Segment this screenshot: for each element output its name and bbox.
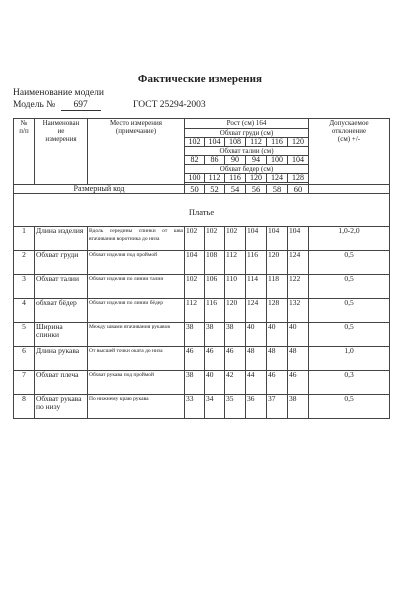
model-number: 697 [61, 100, 101, 111]
measurement-value: 38 [225, 323, 246, 347]
measurement-value: 102 [225, 227, 246, 251]
table-row [14, 275, 390, 299]
chest-header: Обхват груди (см) [185, 129, 309, 138]
section-title: Платье [14, 208, 390, 227]
measurement-value: 46 [288, 371, 309, 395]
chest-size: 104 [205, 138, 225, 147]
measurement-value: 124 [288, 251, 309, 275]
size-code: 56 [246, 185, 267, 194]
measurement-value: 104 [288, 227, 309, 251]
measurement-value: 38 [185, 371, 205, 395]
tolerance-value: 0,5 [309, 299, 390, 323]
measurement-value: 110 [225, 275, 246, 299]
measurement-value: 40 [205, 371, 225, 395]
measurement-value: 112 [225, 251, 246, 275]
table-row [14, 395, 390, 419]
hips-size: 120 [246, 174, 267, 183]
row-number: 2 [14, 251, 35, 275]
measurement-value: 34 [205, 395, 225, 419]
measurement-value: 118 [267, 275, 288, 299]
tolerance-value: 1,0 [309, 347, 390, 371]
height-header: Рост (см) 164 [185, 119, 309, 129]
measurement-value: 48 [288, 347, 309, 371]
measurement-value: 48 [267, 347, 288, 371]
measurement-value: 40 [288, 323, 309, 347]
page-title: Фактические измерения [137, 73, 263, 85]
chest-size: 120 [288, 138, 309, 147]
waist-size: 90 [225, 156, 246, 165]
measurement-place: Вдоль середины спинки от шва втачивания воротника до низа [88, 227, 185, 251]
measurement-value: 116 [205, 299, 225, 323]
table-row [14, 299, 390, 323]
measurement-name: Обхват талии [35, 275, 88, 299]
measurement-value: 116 [246, 251, 267, 275]
measurement-value: 132 [288, 299, 309, 323]
measurement-value: 46 [205, 347, 225, 371]
measurement-value: 114 [246, 275, 267, 299]
tolerance-value: 0,5 [309, 395, 390, 419]
measurement-value: 46 [225, 347, 246, 371]
row-number: 4 [14, 299, 35, 323]
measurement-value: 46 [267, 371, 288, 395]
measurement-name: Обхват груди [35, 251, 88, 275]
measurement-place: Между швами втачивания рукавов [88, 323, 185, 347]
col-tolerance-header: Допускаемое отклонение (см) +/- [309, 119, 390, 185]
row-number: 8 [14, 395, 35, 419]
waist-size: 100 [267, 156, 288, 165]
chest-size: 102 [185, 138, 205, 147]
measurement-value: 102 [185, 275, 205, 299]
chest-size: 112 [246, 138, 267, 147]
row-number: 6 [14, 347, 35, 371]
measurement-value: 37 [267, 395, 288, 419]
gost-standard: ГОСТ 25294-2003 [133, 100, 206, 110]
measurement-place: По нижнему краю рукава [88, 395, 185, 419]
measurements-table [13, 118, 390, 419]
measurement-name: Длина рукава [35, 347, 88, 371]
hips-size: 128 [288, 174, 309, 183]
measurement-value: 124 [246, 299, 267, 323]
table-row [14, 347, 390, 371]
measurement-place: Обхват изделия по линии талии [88, 275, 185, 299]
measurement-value: 112 [185, 299, 205, 323]
measurement-value: 44 [246, 371, 267, 395]
measurement-value: 104 [246, 227, 267, 251]
hips-size: 100 [185, 174, 205, 183]
waist-size: 104 [288, 156, 309, 165]
waist-size: 94 [246, 156, 267, 165]
measurement-place: Обхват изделия под проймой [88, 251, 185, 275]
table-row [14, 251, 390, 275]
measurement-name: Длина изделия [35, 227, 88, 251]
measurement-value: 33 [185, 395, 205, 419]
size-code-label: Размерный код [14, 185, 185, 194]
waist-size: 82 [185, 156, 205, 165]
tolerance-value: 0,5 [309, 323, 390, 347]
measurement-value: 102 [185, 227, 205, 251]
hips-header: Обхват бедер (см) [185, 165, 309, 174]
model-number-line [13, 100, 393, 111]
measurement-value: 36 [246, 395, 267, 419]
measurement-value: 104 [267, 227, 288, 251]
measurement-value: 104 [185, 251, 205, 275]
tolerance-value: 0,5 [309, 275, 390, 299]
chest-size: 108 [225, 138, 246, 147]
measurement-value: 128 [267, 299, 288, 323]
model-name-label: Наименование модели [13, 88, 104, 98]
col-num-header: № п/п [14, 119, 35, 185]
size-code: 54 [225, 185, 246, 194]
measurement-name: обхват бёдер [35, 299, 88, 323]
row-number: 7 [14, 371, 35, 395]
waist-size: 86 [205, 156, 225, 165]
table-row [14, 227, 390, 251]
size-code: 60 [288, 185, 309, 194]
measurement-name: Ширина спинки [35, 323, 88, 347]
measurement-place: Обхват рукава под проймой [88, 371, 185, 395]
model-number-label: Модель № [13, 100, 56, 110]
hips-size: 112 [205, 174, 225, 183]
tolerance-value: 0,3 [309, 371, 390, 395]
hips-size: 116 [225, 174, 246, 183]
size-code: 52 [205, 185, 225, 194]
size-code: 58 [267, 185, 288, 194]
measurement-value: 106 [205, 275, 225, 299]
row-number: 3 [14, 275, 35, 299]
col-name-header: Наименован ие измерения [35, 119, 88, 185]
hips-size: 124 [267, 174, 288, 183]
col-place-header: Место измерения (примечание) [88, 119, 185, 185]
measurement-value: 40 [267, 323, 288, 347]
measurement-value: 35 [225, 395, 246, 419]
chest-size: 116 [267, 138, 288, 147]
measurement-place: Обхват изделия по линии бёдер [88, 299, 185, 323]
measurement-value: 38 [185, 323, 205, 347]
size-code: 50 [185, 185, 205, 194]
measurement-value: 38 [288, 395, 309, 419]
measurement-value: 42 [225, 371, 246, 395]
measurement-value: 122 [288, 275, 309, 299]
measurement-value: 40 [246, 323, 267, 347]
measurement-value: 38 [205, 323, 225, 347]
table-row [14, 371, 390, 395]
measurement-place: От высшей точки оката до низа [88, 347, 185, 371]
table-row [14, 323, 390, 347]
measurement-value: 108 [205, 251, 225, 275]
measurement-value: 102 [205, 227, 225, 251]
waist-header: Обхват талии (см) [185, 147, 309, 156]
measurement-value: 120 [267, 251, 288, 275]
measurement-value: 120 [225, 299, 246, 323]
row-number: 1 [14, 227, 35, 251]
measurement-value: 48 [246, 347, 267, 371]
tolerance-value: 1,0-2,0 [309, 227, 390, 251]
measurement-name: Обхват рукава по низу [35, 395, 88, 419]
row-number: 5 [14, 323, 35, 347]
tolerance-value: 0,5 [309, 251, 390, 275]
measurement-value: 46 [185, 347, 205, 371]
measurement-name: Обхват плеча [35, 371, 88, 395]
